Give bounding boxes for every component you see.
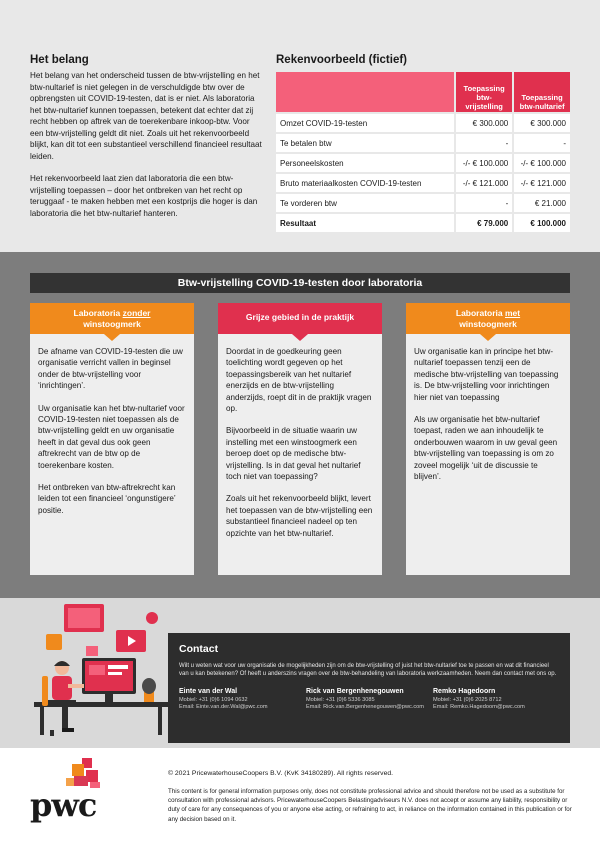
contact-person [306,688,433,712]
table-row [276,154,570,172]
person-email[interactable]: Email: Einte.van.der.Wal@pwc.com [179,704,268,711]
belang-section [30,54,262,230]
contact-people [179,688,560,712]
pwc-logo-text: pwc [30,786,97,824]
card-paragraph: Het ontbreken van btw-aftrekrecht kan leiden tot een financieel ‘ongunstigere’ positie. [38,483,176,515]
card-paragraph: Bijvoorbeeld in de situatie waarin uw instelling met een winstoogmerk een beroep doet op de medische btw-vrijstelling. Is in dat geval het nultarief toch niet van toepassing? [226,426,361,482]
card-body [218,334,382,539]
card-paragraph: Als uw organisatie het btw-nultarief toepast, raden we aan inhoudelijk te onderbouwen waarom in uw geval geen btw-vrijstelling van toepassing is om zo zoveel mogelijk ‘uit de discussie te blijven’. [414,415,558,482]
card-header [218,303,382,334]
row-label: Personeelskosten [276,154,454,172]
header-blank-cell [276,72,454,112]
person-name: Einte van der Wal [179,687,238,695]
card-zonder-winstoogmerk [30,303,194,575]
contact-title: Contact [179,643,219,655]
header-nultarief: Toepassing btw-nultarief [514,72,570,112]
pointer-arrow [480,334,496,341]
row-label: Te vorderen btw [276,194,454,212]
rekenvoorbeeld-title: Rekenvoorbeeld (fictief) [276,54,407,66]
row-value-vrijstelling: - [456,194,512,212]
row-value-nultarief: € 21.000 [514,194,570,212]
row-value-vrijstelling: € 79.000 [456,214,512,232]
person-name: Rick van Bergenhenegouwen [306,687,404,695]
row-value-nultarief: € 300.000 [514,114,570,132]
card-grijze-gebied [218,303,382,575]
card-title-part: Laboratoria [73,308,123,318]
office-worker-illustration [24,596,174,738]
row-value-nultarief: -/- € 121.000 [514,174,570,192]
belang-paragraph-1: Het belang van het onderscheid tussen de btw-vrijstelling en het btw-nultarief is niet gelegen in de verschuldigde btw over de opbrengsten uit COVID-19-testen, dat is er niet. Als laboratoria het btw-nultarief kunnen toepassen, betekent dat echter dat zij recht hebben op aftrek van de toerekenbare inkoop-btw. Voor een btw-vrijstelling geldt dit niet. Zoals uit het rekenvoorbeeld blijkt, kan dit tot een substantieel verschillend financieel resultaat leiden. [30,71,262,161]
vrijstelling-section [0,252,600,598]
card-title-part: winstoogmerk [459,319,517,329]
person-email[interactable]: Email: Rick.van.Bergenhenegouwen@pwc.com [306,704,424,711]
person-name: Remko Hagedoorn [433,687,496,695]
row-label: Resultaat [276,214,454,232]
contact-person [179,688,306,712]
rekenvoorbeeld-table [274,70,572,234]
belang-title: Het belang [30,54,89,66]
card-title-part: Laboratoria [455,308,505,318]
table-row [276,134,570,152]
disclaimer: This content is for general information purposes only, does not constitute professional advice and should therefore not be used as a substitute for consultation with professional advisors. PricewaterhouseCoopers Belastingadviseurs N.V. does not accept or assume any liability, responsibility or duty of care for any consequences of you or anyone else acting, or refraining to act, in reliance on the information contained in this publication or for any decision based on it. [168,788,572,823]
row-label: Te betalen btw [276,134,454,152]
section-banner: Btw-vrijstelling COVID-19-testen door laboratoria [30,273,570,293]
card-title: Grijze gebied in de praktijk [245,312,355,322]
card-paragraph: Zoals uit het rekenvoorbeeld blijkt, levert het toepassen van de btw-vrijstelling een substantieel financieel nadeel op ten opzichte van het btw-nultarief. [226,494,373,538]
card-paragraph: Uw organisatie kan in principe het btw-nultarief toepassen tenzij een de medische btw-vrijstelling van toepassing is. De btw-vrijstelling voor inrichtingen hier niet van toepassing [414,347,559,402]
row-value-vrijstelling: -/- € 121.000 [456,174,512,192]
person-phone: Mobiel: +31 (0)6 5336 3085 [306,696,375,703]
person-phone: Mobiel: +31 (0)6 2025 8712 [433,696,502,703]
person-email[interactable]: Email: Remko.Hagedoorn@pwc.com [433,704,525,711]
row-value-nultarief: - [514,134,570,152]
row-value-vrijstelling: -/- € 100.000 [456,154,512,172]
contact-box [168,633,570,743]
row-value-vrijstelling: - [456,134,512,152]
card-paragraph: De afname van COVID-19-testen die uw organisatie verricht vallen in beginsel onder de btw-vrijstelling voor ‘inrichtingen’. [38,347,183,391]
rekenvoorbeeld-section [276,54,570,234]
pointer-arrow [104,334,120,341]
row-label: Omzet COVID-19-testen [276,114,454,132]
card-met-winstoogmerk [406,303,570,575]
row-value-vrijstelling: € 300.000 [456,114,512,132]
person-phone: Mobiel: +31 (0)6 1094 0632 [179,696,248,703]
pointer-arrow [292,334,308,341]
row-value-nultarief: -/- € 100.000 [514,154,570,172]
belang-paragraph-2: Het rekenvoorbeeld laat zien dat laboratoria die een btw-vrijstelling toepassen – door het ontbreken van het recht op teruggaaf - te maken hebben met een kostprijs die hoger is dan laboratoria die het btw-nultarief hanteren. [30,174,258,218]
card-paragraph: Uw organisatie kan het btw-nultarief voor COVID-19-testen niet toepassen als de btw-vrijstelling geldt en uw organisatie heeft in dat geval dus ook geen aftrekrecht van de btw op de toerekenbare kosten. [38,403,185,470]
copyright: © 2021 PricewaterhouseCoopers B.V. (KvK 34180289). All rights reserved. [168,770,394,777]
card-title-emphasis: met [505,308,521,318]
card-body [406,334,570,482]
top-section [0,0,600,252]
row-label: Bruto materiaalkosten COVID-19-testen [276,174,454,192]
table-row [276,174,570,192]
card-paragraph: Doordat in de goedkeuring geen toelichting wordt gegeven op het toepassingsbereik van het nultarief enerzijds en de btw-vrijstelling anderzijds, roept dit in de praktijk vragen op. [226,347,372,414]
card-header [406,303,570,334]
card-title-emphasis: zonder [122,308,151,318]
header-vrijstelling: Toepassing btw-vrijstelling [456,72,512,112]
table-header-row [276,72,570,112]
contact-intro: Wilt u weten wat voor uw organisatie de mogelijkheden zijn om de btw-vrijstelling of juist het btw-nultarief toe te passen en wat dit financieel van u kan betekenen? Of heeft u anderszins vragen over de btw-behandeling van laboratoria werkzaamheden. Neem dan contact met ons op. [179,663,557,678]
card-body [30,334,194,516]
card-header [30,303,194,334]
contact-person [433,688,560,712]
row-value-nultarief: € 100.000 [514,214,570,232]
card-title-part: winstoogmerk [83,319,141,329]
table-row [276,194,570,212]
table-row-result [276,214,570,232]
table-row [276,114,570,132]
